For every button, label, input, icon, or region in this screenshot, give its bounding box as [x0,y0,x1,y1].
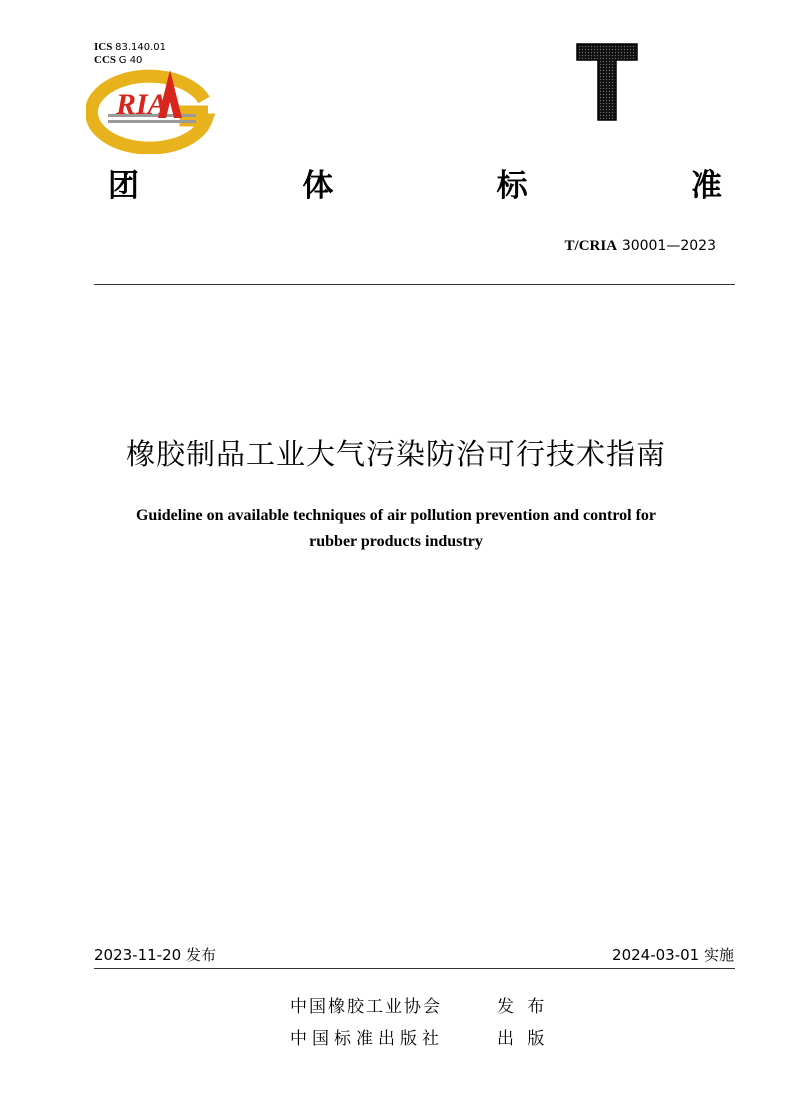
heading-char: 准 [690,168,722,204]
publisher-org: 中国橡胶工业协会 [290,997,442,1017]
standard-number [565,236,716,255]
press-role: 出 版 [497,1029,549,1049]
category-letter-glyph [577,44,637,120]
classification-codes [94,41,166,67]
logo-text: RIA [116,88,168,121]
title-english-line: rubber products industry [309,533,483,550]
standard-code: 30001—2023 [621,238,716,254]
title-english-line: Guideline on available techniques of air pollution prevention and control for [135,507,657,524]
heading-char: 标 [496,168,528,204]
ccs-label: CCS [94,54,117,66]
category-letter-mark [575,42,639,122]
cria-logo [86,66,216,154]
publish-date: 2023-11-20 发布 [94,946,216,964]
title-chinese: 橡胶制品工业大气污染防治可行技术指南 [125,437,666,471]
standard-prefix: T/CRIA [564,238,618,254]
footer-divider [94,968,735,969]
ics-code: 83.140.01 [115,42,166,53]
heading-char: 体 [302,168,334,204]
press-org: 中国标准出版社 [290,1029,444,1049]
ccs-code: G 40 [118,55,143,66]
ics-label: ICS [94,41,113,53]
ics-line [94,41,166,54]
header-divider [94,284,735,285]
publisher-role: 发 布 [497,997,549,1017]
document-type-heading [94,160,734,210]
title-english [96,503,696,555]
implement-date: 2024-03-01 实施 [612,946,734,964]
heading-char: 团 [108,168,139,204]
